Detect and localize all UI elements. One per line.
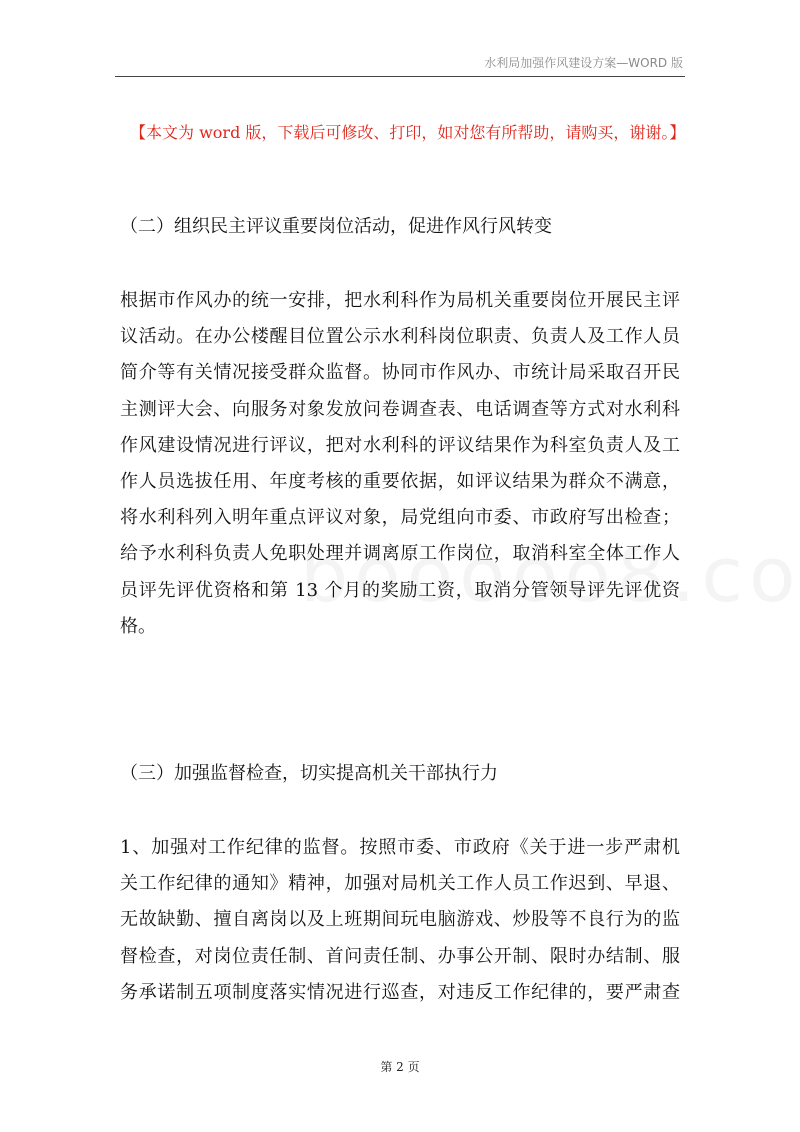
text-line: 关工作纪律的通知》精神，加强对局机关工作人员工作迟到、早退、 [120, 873, 680, 895]
text-line: 根据市作风办的统一安排，把水利科作为局机关重要岗位开展民主评 [120, 290, 680, 311]
text-line: 无故缺勤、擅自离岗以及上班期间玩电脑游戏、炒股等不良行为的监 [120, 909, 680, 931]
text-line: 务承诺制五项制度落实情况进行巡查，对违反工作纪律的，要严肃查 [120, 981, 680, 1003]
text-line: 督检查，对岗位责任制、首问责任制、办事公开制、限时办结制、服 [120, 945, 680, 967]
text-line: 简介等有关情况接受群众监督。协同市作风办、市统计局采取召开民 [120, 362, 680, 384]
text-line: 将水利科列入明年重点评议对象，局党组向市委、市政府写出检查； [120, 507, 680, 529]
page-number: 第 2 页 [380, 1060, 420, 1074]
text-line: 格。 [120, 615, 156, 637]
text-line: 主测评大会、向服务对象发放问卷调查表、电话调查等方式对水利科 [120, 398, 680, 420]
header-title: 水利局加强作风建设方案—WORD 版 [484, 56, 683, 70]
purchase-notice: 【本文为 word 版，下载后可修改、打印，如对您有所帮助，请购买，谢谢。】 [130, 123, 686, 142]
text-line: 员评先评优资格和第 13 个月的奖励工资，取消分管领导评先评优资 [120, 579, 680, 601]
section-heading-2: （二）组织民主评议重要岗位活动，促进作风行风转变 [120, 216, 552, 237]
paragraph-discipline [120, 830, 680, 1011]
text-line: 1、加强对工作纪律的监督。按照市委、市政府《关于进一步严肃机 [120, 837, 680, 858]
text-line: 给予水利科负责人免职处理并调离原工作岗位，取消科室全体工作人 [120, 543, 680, 565]
text-line: 作风建设情况进行评议，把对水利科的评议结果作为科室负责人及工 [120, 434, 680, 456]
section-heading-3: （三）加强监督检查，切实提高机关干部执行力 [120, 763, 498, 784]
text-line: 议活动。在办公楼醒目位置公示水利科岗位职责、负责人及工作人员 [120, 326, 680, 348]
text-line: 作人员选拔任用、年度考核的重要依据，如评议结果为群众不满意， [120, 471, 680, 493]
header-rule [115, 76, 685, 77]
paragraph-evaluation [120, 283, 680, 645]
